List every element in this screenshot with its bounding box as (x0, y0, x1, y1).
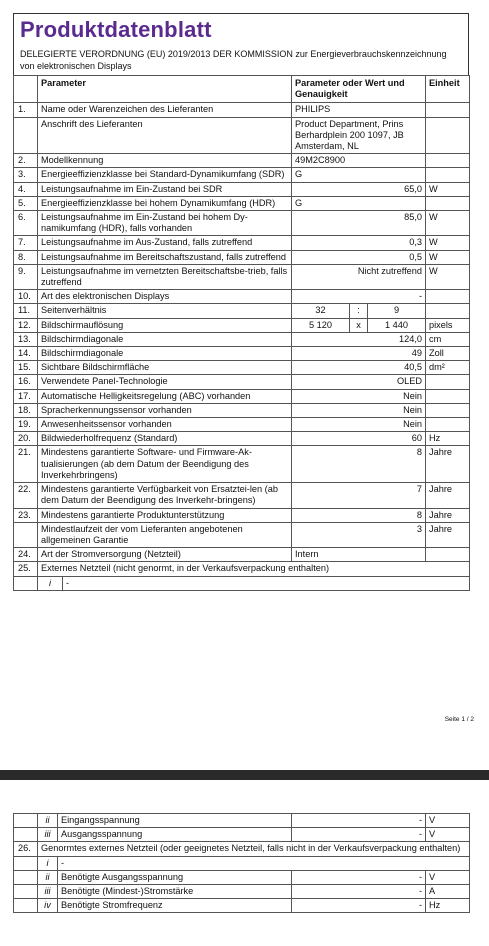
regulation-intro: DELEGIERTE VERORDNUNG (EU) 2019/2013 DER KOMMISSION zur Energieverbrauchskennzeichnung von elektronischen Displays (13, 45, 469, 75)
table-row: 25. Externes Netzteil (nicht genormt, in der Verkaufsverpackung enthalten) (14, 562, 470, 576)
page-divider (0, 770, 489, 780)
datasheet-page-1 (13, 13, 469, 591)
sub-table: i - (38, 577, 469, 590)
table-row: ii Eingangsspannung - V (14, 814, 470, 828)
table-row: ii Benötigte Ausgangsspannung - V (14, 870, 470, 884)
title-box (13, 13, 469, 45)
table-header-row (14, 76, 470, 103)
datasheet-page-2 (13, 813, 469, 913)
table-row: 23. Mindestens garantierte Produktunterstützung 8 Jahre (14, 508, 470, 522)
table-row: Mindestlaufzeit der vom Lieferanten angebotenen allgemeinen Garantie 3 Jahre (14, 522, 470, 547)
table-row: 26. Genormtes externes Netzteil (oder geeignetes Netzteil, falls nicht in der Verkaufsverpackung enthalten) (14, 842, 470, 856)
header-value: Parameter oder Wert und Genauigkeit (292, 76, 426, 103)
datasheet-table-continued (13, 813, 470, 913)
table-row: 22. Mindestens garantierte Verfügbarkeit von Ersatztei-len (ab dem Datum der Beendigung des Inverkehr-bringens) 7 Jahre (14, 483, 470, 508)
table-row: 14. Bildschirmdiagonale 49 Zoll (14, 347, 470, 361)
table-row: 24. Art der Stromversorgung (Netzteil) Intern (14, 548, 470, 562)
table-row: i - (14, 856, 470, 870)
table-row: iv Benötigte Stromfrequenz - Hz (14, 899, 470, 913)
table-row: 10. Art des elektronischen Displays - (14, 290, 470, 304)
table-row: 21. Mindestens garantierte Software- und Firmware-Ak-tualisierungen (ab dem Datum der Beendigung des Inverkehrbringens) 8 Jahre (14, 446, 470, 483)
table-row: 20. Bildwiederholfrequenz (Standard) 60 Hz (14, 432, 470, 446)
table-row: 9. Leistungsaufnahme im vernetzten Bereitschaftsbe-trieb, falls zutreffend Nicht zutreffend W (14, 264, 470, 289)
table-row: 19. Anwesenheitssensor vorhanden Nein (14, 418, 470, 432)
datasheet-table (13, 75, 470, 591)
table-row: 8. Leistungsaufnahme im Bereitschaftszustand, falls zutreffend 0,5 W (14, 250, 470, 264)
table-row: 11. Seitenverhältnis 32 : 9 (14, 304, 470, 318)
header-unit: Einheit (426, 76, 470, 103)
header-parameter: Parameter (38, 76, 292, 103)
table-row: 2. Modellkennung 49M2C8900 (14, 154, 470, 168)
table-row: 12. Bildschirmauflösung 5 120 x 1 440 pixels (14, 318, 470, 332)
table-row: iii Benötigte (Mindest-)Stromstärke - A (14, 885, 470, 899)
table-row: 3. Energieeffizienzklasse bei Standard-Dynamikumfang (SDR) G (14, 168, 470, 182)
table-row (14, 576, 470, 590)
table-row: 15. Sichtbare Bildschirmfläche 40,5 dm² (14, 361, 470, 375)
page-title: Produktdatenblatt (20, 17, 212, 42)
table-row: 5. Energieeffizienzklasse bei hohem Dynamikumfang (HDR) G (14, 196, 470, 210)
table-row: 13. Bildschirmdiagonale 124,0 cm (14, 332, 470, 346)
table-row: 16. Verwendete Panel-Technologie OLED (14, 375, 470, 389)
table-row: 4. Leistungsaufnahme im Ein-Zustand bei SDR 65,0 W (14, 182, 470, 196)
table-row: 18. Spracherkennungssensor vorhanden Nein (14, 403, 470, 417)
table-row: Anschrift des Lieferanten Product Department, Prins Berhardplein 200 1097, JB Amsterdam, NL (14, 117, 470, 154)
page-footer: Seite 1 / 2 (444, 716, 474, 723)
table-row: 7. Leistungsaufnahme im Aus-Zustand, falls zutreffend 0,3 W (14, 236, 470, 250)
table-row: iii Ausgangsspannung - V (14, 828, 470, 842)
table-row: 1. Name oder Warenzeichen des Lieferanten PHILIPS (14, 103, 470, 117)
table-row: 6. Leistungsaufnahme im Ein-Zustand bei hohem Dy-namikumfang (HDR), falls vorhanden 85,0 W (14, 211, 470, 236)
table-row: 17. Automatische Helligkeitsregelung (ABC) vorhanden Nein (14, 389, 470, 403)
